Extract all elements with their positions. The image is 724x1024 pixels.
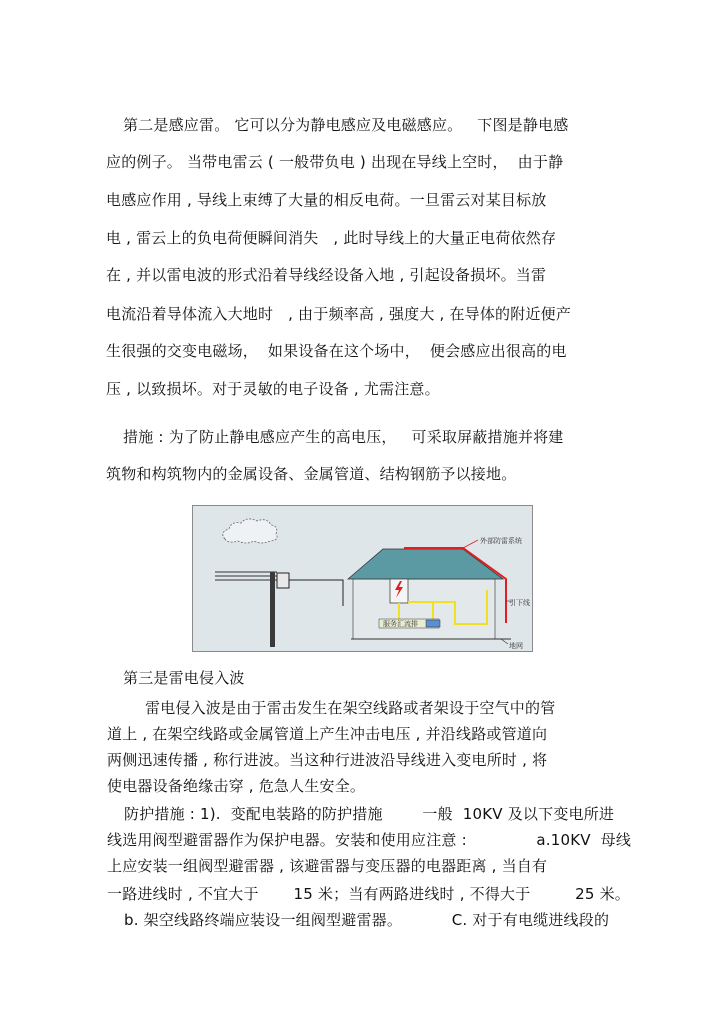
- text-line-11: 第三是雷电侵入波: [123, 669, 245, 687]
- text-line-19: 一路进线时 , 不宜大于 15 米；当有两路进线时 , 不得大于 25 米。: [107, 885, 631, 903]
- text-line-13: 道上 , 在架空线路或金属管道上产生冲击电压 , 并沿线路或管道向: [107, 725, 548, 743]
- text-line-16: 防护措施 : 1). 变配电装路的防护措施 一般 10KV 及以下变电所进: [124, 805, 615, 823]
- lightning-induction-diagram: [192, 505, 533, 652]
- label-downlead: 引下线: [509, 599, 530, 607]
- text-line-5: 在 , 并以雷电波的形式沿着导线经设备入地 , 引起设备损坏。当雷: [106, 266, 547, 284]
- text-line-17: 线选用阀型避雷器作为保护电器。安装和使用应注意 : a.10KV 母线: [107, 831, 632, 849]
- text-line-7: 生很强的交变电磁场， 如果设备在这个场中， 便会感应出很高的电: [106, 342, 567, 360]
- pole-transformer: [277, 573, 289, 588]
- text-line-8: 压 , 以致损坏。对于灵敏的电子设备 , 尤需注意。: [106, 380, 440, 398]
- utility-pole: [270, 572, 275, 647]
- text-line-10: 筑物和构筑物内的金属设备、金属管道、结构钢筋予以接地。: [106, 465, 517, 483]
- surge-protector: [426, 620, 440, 627]
- text-line-4: 电 , 雷云上的负电荷便瞬间消失 , 此时导线上的大量正电荷依然存: [106, 229, 557, 247]
- text-line-20: b. 架空线路终端应装设一组阀型避雷器。 C. 对于有电缆进线段的: [124, 911, 610, 929]
- text-line-9: 措施 : 为了防止静电感应产生的高电压， 可采取屏蔽措施并将建: [123, 428, 564, 446]
- text-line-12: 雷电侵入波是由于雷击发生在架空线路或者架设于空气中的管: [145, 699, 556, 717]
- text-line-18: 上应安装一组阀型避雷器 , 该避雷器与变压器的电器距离 , 当自有: [107, 857, 548, 875]
- label-ground-grid: 地网: [509, 642, 523, 650]
- text-line-2: 应的例子。 当带电雷云 ( 一般带负电 ) 出现在导线上空时， 由于静: [106, 153, 564, 171]
- text-line-14: 两侧迅速传播 , 称行进波。当这种行进波沿导线进入变电所时 , 将: [107, 751, 548, 769]
- text-line-6: 电流沿着导体流入大地时 , 由于频率高 , 强度大 , 在导体的附近便产: [106, 305, 572, 323]
- house-wall: [353, 579, 495, 639]
- text-line-15: 使电器设备绝缘击穿 , 危急人生安全。: [107, 777, 366, 795]
- label-external-protection: 外部防雷系统: [480, 537, 522, 545]
- label-bonding-bar: 服务汇流排: [383, 620, 418, 628]
- text-line-3: 电感应作用 , 导线上束缚了大量的相反电荷。一旦雷云对某目标放: [106, 191, 547, 209]
- text-line-1: 第二是感应雷。 它可以分为静电感应及电磁感应。 下图是静电感: [123, 116, 569, 134]
